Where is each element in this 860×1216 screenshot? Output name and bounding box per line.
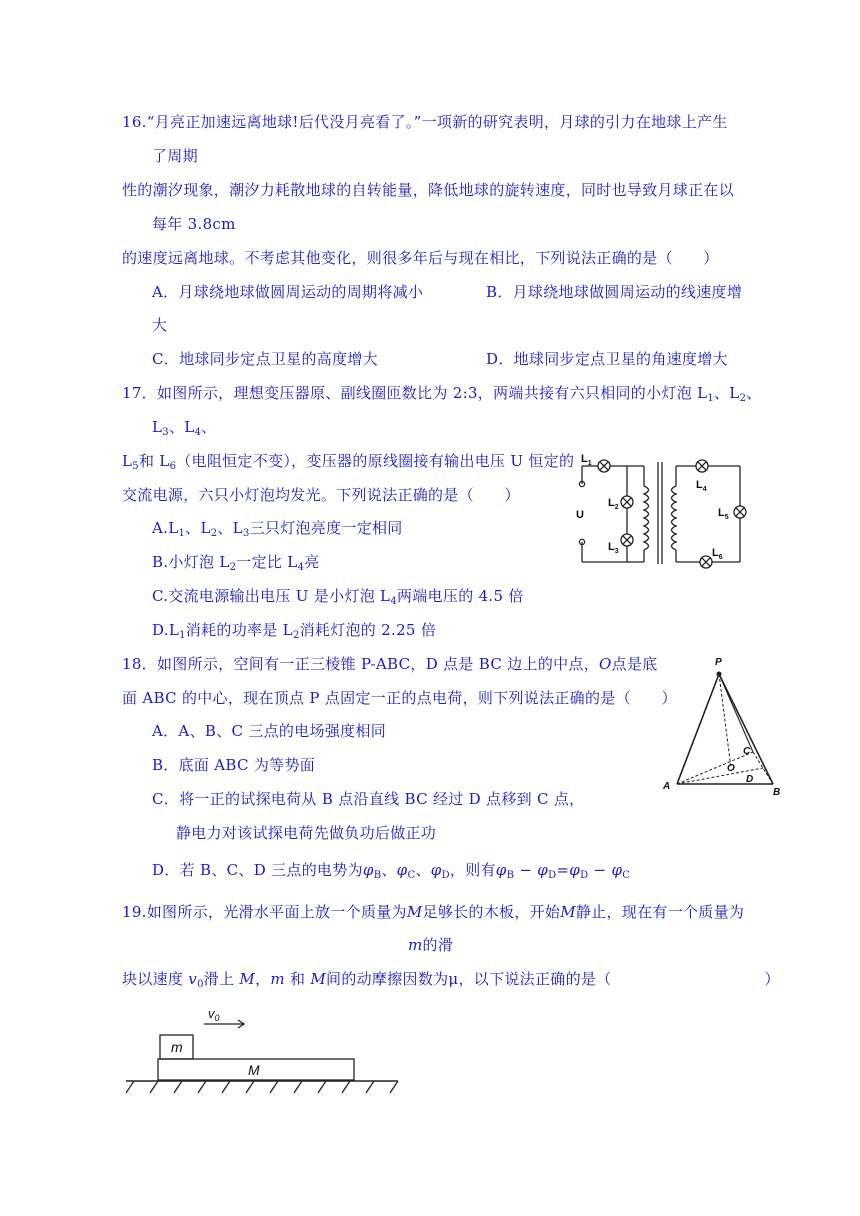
- fig-label-l6: $L_6$: [712, 547, 723, 561]
- fig-label-l5: $L_5$: [718, 507, 729, 521]
- fig-label-l2: $L_2$: [608, 497, 619, 511]
- q17-stem-line4: 交流电源，六只小灯泡均发光。下列说法正确的是（ ）: [122, 486, 520, 504]
- q18-option-c: C．将一正的试探电荷从 B 点沿直线 BC 经过 D 点移到 C 点，: [152, 790, 585, 808]
- q16-option-a: A．月球绕地球做圆周运动的周期将减小: [152, 283, 424, 301]
- transformer-circuit-figure: [572, 450, 754, 572]
- q16-stem-line4: 每年 3.8cm: [152, 215, 236, 233]
- q16-option-c: C．地球同步定点卫星的高度增大: [152, 350, 378, 368]
- fig-label-m: m: [171, 1039, 183, 1055]
- fig-label-u: U: [576, 509, 584, 521]
- q17-option-c: C.交流电源输出电压 U 是小灯泡 $L_4$两端电压的 4.5 倍: [152, 587, 524, 607]
- fig-label-l1: $L_1$: [581, 453, 592, 467]
- q16-option-b: B．月球绕地球做圆周运动的线速度增: [486, 283, 743, 301]
- fig-label-p: P: [715, 657, 722, 668]
- q18-stem-line2: 面 ABC 的中心，现在顶点 P 点固定一正的点电荷，则下列说法正确的是（ ）: [122, 689, 677, 707]
- q16-stem-line3: 性的潮汐现象，潮汐力耗散地球的自转能量，降低地球的旋转速度，同时也导致月球正在以: [122, 181, 735, 199]
- q19-stem-line3: 块以速度 $v_0$滑上 M，m 和 M间的动摩擦因数为μ，以下说法正确的是（ ）: [122, 970, 780, 990]
- q18-option-a: A．A、B、C 三点的电场强度相同: [152, 722, 387, 740]
- fig-label-d: D: [746, 774, 754, 785]
- q16-option-d: D．地球同步定点卫星的角速度增大: [486, 350, 728, 368]
- q17-stem-line3: $L_5$和 $L_6$（电阻恒定不变），变压器的原线圈接有输出电压 U 恒定的: [122, 452, 575, 472]
- fig-label-b: B: [773, 787, 781, 798]
- fig-label-o: O: [727, 763, 735, 774]
- fig-label-c: C: [743, 746, 751, 757]
- q18-option-b: B．底面 ABC 为等势面: [152, 756, 316, 774]
- q16-stem-line5: 的速度远离地球。不考虑其他变化，则很多年后与现在相比，下列说法正确的是（ ）: [122, 249, 719, 267]
- q16-option-b-cont: 大: [152, 316, 168, 334]
- fig-label-big-m: M: [248, 1062, 260, 1078]
- q18-stem-line1: 18．如图所示，空间有一正三棱锥 P-ABC，D 点是 BC 边上的中点，O点是底: [122, 655, 658, 673]
- fig-label-l4: $L_4$: [696, 479, 707, 493]
- q17-option-a: $A.L_1$、$L_2$、$L_3$三只灯泡亮度一定相同: [152, 519, 403, 539]
- q17-stem-line2: $L_3$、$L_4$、: [152, 418, 217, 438]
- q16-stem-line2: 了周期: [152, 147, 198, 165]
- q17-stem-line1: 17．如图所示，理想变压器原、副线圈匝数比为 2:3，两端共接有六只相同的小灯泡 $L_1$、$L_2$、: [122, 384, 762, 404]
- block-board-figure: [120, 1002, 402, 1098]
- fig-label-a: A: [663, 781, 671, 792]
- q19-stem-line1: 19.如图所示，光滑水平面上放一个质量为M足够长的木板，开始M静止，现在有一个质量为: [122, 903, 745, 921]
- q17-option-b: B.小灯泡 $L_2$一定比 $L_4$亮: [152, 553, 320, 573]
- pyramid-figure: [655, 652, 790, 802]
- fig-label-l3: $L_3$: [608, 541, 619, 555]
- q19-stem-line2: m的滑: [408, 936, 454, 954]
- q18-option-c-cont: 静电力对该试探电荷先做负功后做正功: [176, 824, 437, 842]
- q17-option-d: $D.L_1$消耗的功率是 $L_2$消耗灯泡的 2.25 倍: [152, 621, 437, 641]
- q18-option-d: D．若 B、C、D 三点的电势为$\varphi_B$、$\varphi_C$、$\varphi_D$，则有$\varphi_B - \varphi_D=\varphi_D - \varphi_C$: [152, 861, 631, 881]
- q16-stem-line1: 16.“月亮正加速远离地球!后代没月亮看了。”一项新的研究表明，月球的引力在地球上产生: [122, 113, 728, 131]
- fig-label-v0: $v_0$: [208, 1006, 220, 1023]
